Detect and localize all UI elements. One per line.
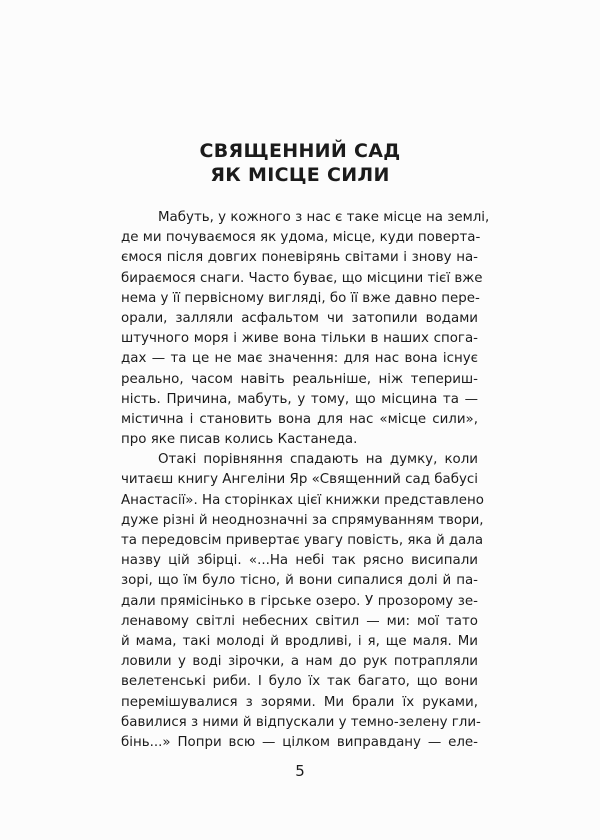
text-line: орали, залляли асфальтом чи затопили водами — [121, 310, 478, 326]
text-line: бавилися з ними й відпускали у темно-зелену гли- — [121, 714, 481, 730]
text-line: містична і становить вона для нас «місце сили», — [121, 411, 478, 427]
text-line: ленавому світлі небесних світил — ми: мої тато — [121, 613, 478, 629]
text-line: зорі, що їм було тісно, й вони сипалися долі й па- — [121, 573, 478, 589]
text-line: ємося після довгих поневірянь світами і знову на- — [121, 250, 478, 266]
text-line: бінь...» Попри всю — цілком виправдану — еле- — [121, 734, 478, 750]
text-line: назву цій збірці. «...На небі так рясно висипали — [121, 553, 478, 569]
text-line: реально, часом навіть реальніше, ніж тепериш- — [121, 371, 478, 387]
text-line: перемішувалися з зорями. Ми брали їх руками, — [121, 694, 478, 710]
text-line: велетенські риби. І було їх так багато, що вони — [121, 674, 478, 690]
text-line: бираємося снаги. Часто буває, що місцини тієї вже — [121, 270, 483, 286]
page-number: 5 — [295, 762, 305, 780]
text-line: ловили у воді зірочки, а нам до рук потрапляли — [121, 654, 478, 670]
chapter-title-line-2: ЯК МІСЦЕ СИЛИ — [210, 164, 390, 186]
text-line: Анастасії». На сторінках цієї книжки представлено — [121, 492, 484, 508]
text-line: та передовсім привертає увагу повість, яка й дала — [121, 533, 484, 548]
text-line: Мабуть, у кожного з нас є таке місце на землі, — [158, 210, 490, 225]
text-line: дах — та це не має значення: для нас вона існує — [121, 351, 478, 367]
text-line: дали прямісінько в гірське озеро. У прозорому зе- — [121, 593, 478, 609]
body-text — [121, 208, 490, 753]
text-line: де ми почуваємося як удома, місце, куди поверта- — [121, 230, 481, 246]
text-line: ність. Причина, мабуть, у тому, що місцина та — — [121, 391, 478, 407]
chapter-title-line-1: СВЯЩЕННИЙ САД — [199, 140, 401, 162]
text-line: й мама, такі молоді й вродливі, і я, ще маля. Ми — [121, 633, 478, 649]
text-line: штучного моря і живе вона тільки в наших спога- — [121, 331, 478, 347]
text-line: нема у її первісному вигляді, бо її вже давно пере- — [121, 290, 480, 306]
text-line: читаєш книгу Ангеліни Яр «Священний сад бабусі — [121, 472, 478, 488]
text-line: Отакі порівняння спадають на думку, коли — [158, 452, 478, 468]
text-line: дуже різні й неоднозначні за спрямуванням твори, — [121, 512, 484, 528]
text-line: про яке писав колись Кастанеда. — [121, 432, 358, 448]
